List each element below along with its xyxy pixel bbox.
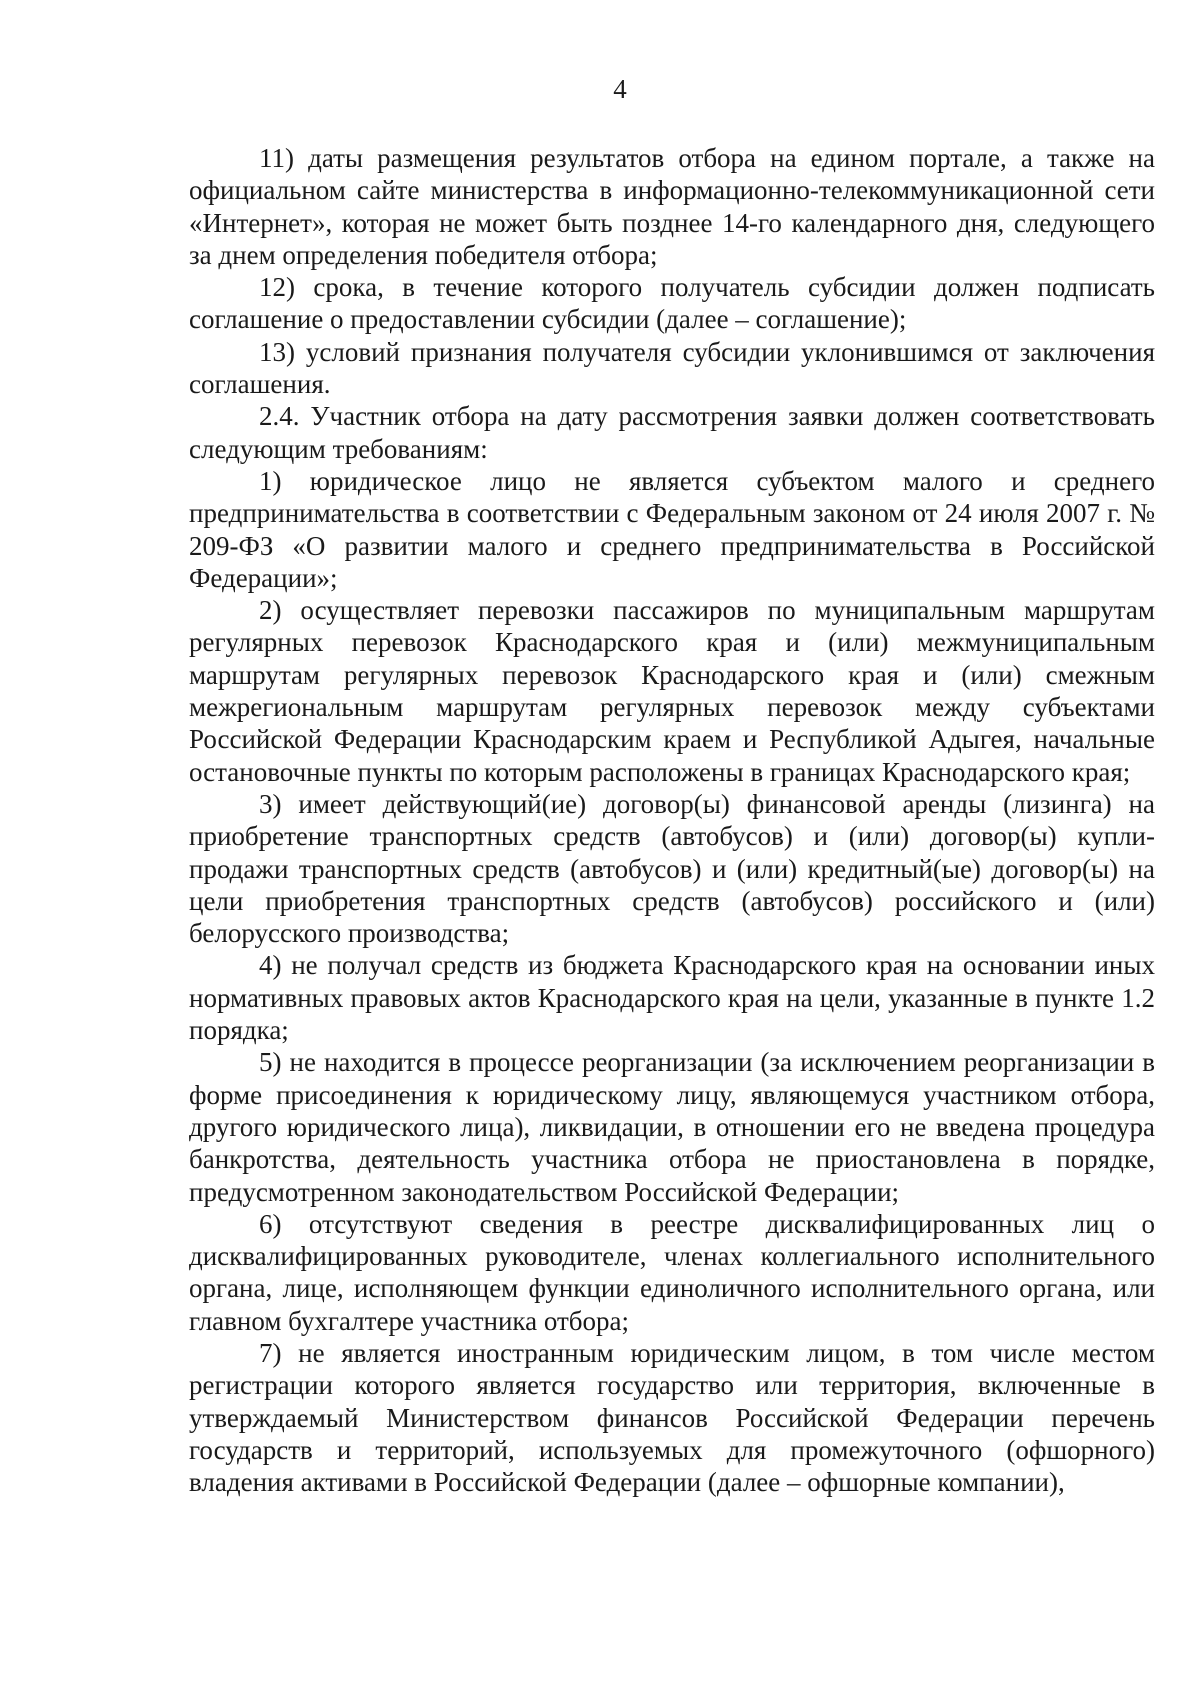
paragraph-requirement-1: 1) юридическое лицо не является субъектом малого и среднего предпринимательства в соответствии с Федеральным законом от 24 июля 2007 г. № 209-ФЗ «О развитии малого и среднего предпринимательства в Российской Федерации»; <box>189 465 1155 593</box>
page-number: 4 <box>613 74 627 104</box>
paragraph-section-2-4: 2.4. Участник отбора на дату рассмотрения заявки должен соответствовать следующим требованиям: <box>189 401 1155 464</box>
paragraph-requirement-4: 4) не получал средств из бюджета Краснодарского края на основании иных нормативных правовых актов Краснодарского края на цели, указанные в пункте 1.2 порядка; <box>189 950 1155 1046</box>
paragraph-item-13: 13) условий признания получателя субсидии уклонившимся от заключения соглашения. <box>189 336 1155 400</box>
paragraph-requirement-3: 3) имеет действующий(ие) договор(ы) финансовой аренды (лизинга) на приобретение транспортных средств (автобусов) и (или) договор(ы) купли-продажи транспортных средств (автобусов) и (или) кредитный(ые) договор(ы) на цели приобретения транспортных средств (автобусов) российского и (или) белорусского производства; <box>189 788 1155 949</box>
paragraph-requirement-7: 7) не является иностранным юридическим лицом, в том числе местом регистрации которого является государство или территория, включенные в утверждаемый Министерством финансов Российской Федерации перечень государств и территорий, используемых для промежуточного (офшорного) владения активами в Российской Федерации (далее – офшорные компании), <box>189 1337 1155 1498</box>
paragraph-item-12: 12) срока, в течение которого получатель субсидии должен подписать соглашение о предоставлении субсидии (далее – соглашение); <box>189 272 1155 335</box>
paragraph-requirement-6: 6) отсутствуют сведения в реестре дисквалифицированных лиц о дисквалифицированных руководителе, членах коллегиального исполнительного органа, лице, исполняющем функции единоличного исполнительного органа, или главном бухгалтере участника отбора; <box>189 1208 1155 1336</box>
document-body <box>189 142 1155 1498</box>
paragraph-item-11: 11) даты размещения результатов отбора на едином портале, а также на официальном сайте министерства в информационно-телекоммуникационной сети «Интернет», которая не может быть позднее 14-го календарного дня, следующего за днем определения победителя отбора; <box>189 143 1155 270</box>
paragraph-requirement-2: 2) осуществляет перевозки пассажиров по муниципальным маршрутам регулярных перевозок Краснодарского края и (или) межмуниципальным маршрутам регулярных перевозок Краснодарского края и (или) смежным межрегиональным маршрутам регулярных перевозок между субъектами Российской Федерации Краснодарским краем и Республикой Адыгея, начальные остановочные пункты по которым расположены в границах Краснодарского края; <box>189 595 1155 787</box>
paragraph-requirement-5: 5) не находится в процессе реорганизации (за исключением реорганизации в форме присоединения к юридическому лицу, являющемуся участником отбора, другого юридического лица), ликвидации, в отношении его не введена процедура банкротства, деятельность участника отбора не приостановлена в порядке, предусмотренном законодательством Российской Федерации; <box>189 1047 1155 1207</box>
